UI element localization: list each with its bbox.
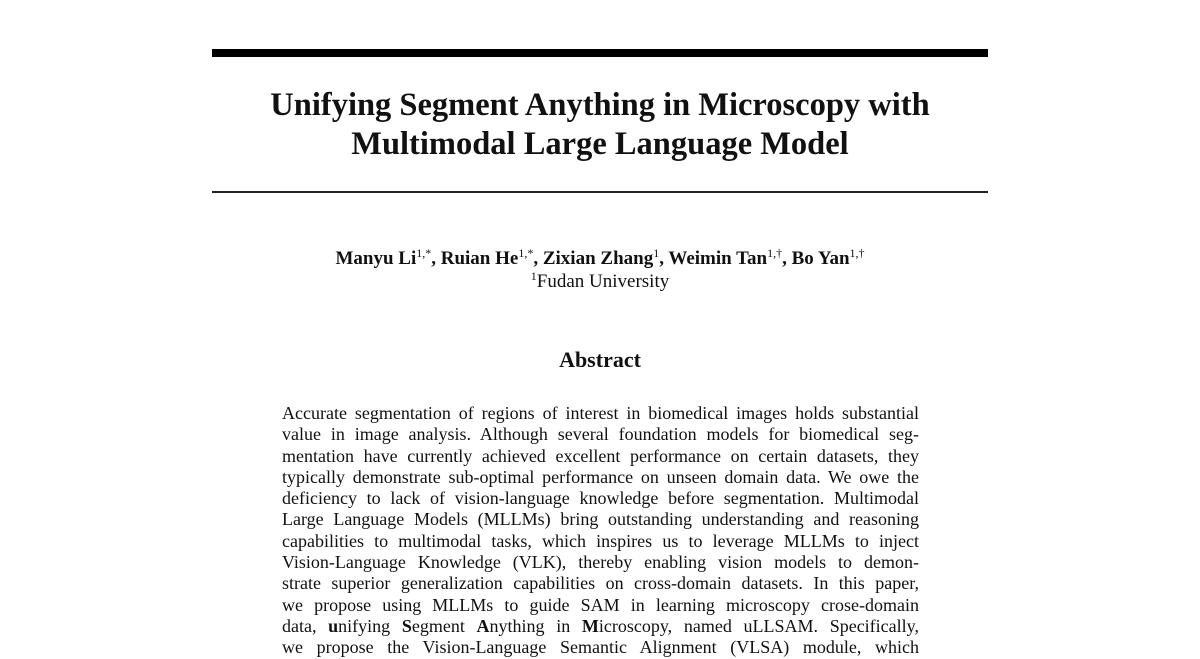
author-name: Zixian Zhang: [542, 248, 654, 269]
author-separator: ,: [659, 248, 669, 269]
author-marks: 1,*: [518, 246, 534, 260]
acronym-letter: M: [581, 615, 599, 636]
author-name: Bo Yan: [791, 248, 850, 269]
abstract-line: Large Language Models (MLLMs) bring outstanding understanding and reasoning: [282, 509, 919, 530]
line-text: data,: [282, 615, 329, 636]
paper-title-line-1: Unifying Segment Anything in Microscopy with: [270, 87, 930, 123]
acronym-letter: A: [476, 615, 490, 636]
abstract-body: [282, 403, 919, 659]
author-separator: ,: [431, 248, 441, 269]
author-name: Manyu Li: [335, 248, 417, 269]
abstract-line: Accurate segmentation of regions of interest in biomedical images holds substantial: [282, 403, 919, 423]
author-separator: ,: [782, 248, 792, 269]
abstract-line: deficiency to lack of vision-language knowledge before segmentation. Multimodal: [282, 488, 919, 509]
affiliation-name: Fudan University: [536, 271, 670, 292]
abstract-line: value in image analysis. Although several foundation models for biomedical seg-: [282, 424, 919, 445]
author-marks: 1,*: [416, 246, 432, 260]
abstract-line: we propose the Vision-Language Semantic Alignment (VLSA) module, which: [282, 637, 919, 658]
title-bottom-rule: [212, 191, 988, 193]
abstract-line: [282, 616, 919, 637]
abstract-line: mentation have currently achieved excellent performance on certain datasets, they: [282, 445, 919, 466]
abstract-heading: Abstract: [559, 347, 641, 372]
affiliation: [212, 270, 988, 295]
abstract-line: capabilities to multimodal tasks, which inspires us to leverage MLLMs to inject: [282, 530, 919, 551]
acronym-letter: S: [401, 615, 412, 636]
line-text: nifying: [338, 615, 402, 636]
line-text: icroscopy, named uLLSAM. Specifically,: [598, 615, 919, 636]
line-text: egment: [411, 615, 477, 636]
abstract-line: typically demonstrate sub-optimal performance on unseen domain data. We owe the: [282, 466, 919, 487]
author-marks: 1,†: [849, 246, 865, 260]
author-separator: ,: [533, 248, 543, 269]
abstract-line: Vision-Language Knowledge (VLK), thereby enabling vision models to demon-: [282, 552, 919, 573]
paper-title-line-2: Multimodal Large Language Model: [351, 126, 849, 162]
paper-title: [212, 86, 988, 164]
author-marks: 1: [653, 246, 660, 260]
author-list: [212, 247, 988, 272]
abstract-line: strate superior generalization capabilities on cross-domain datasets. In this paper,: [282, 573, 919, 594]
affiliation-mark: 1: [530, 269, 537, 283]
author-name: Weimin Tan: [668, 248, 768, 269]
author-marks: 1,†: [767, 246, 783, 260]
abstract-line: we propose using MLLMs to guide SAM in learning microscopy crose-domain: [282, 594, 919, 615]
line-text: nything in: [489, 615, 582, 636]
acronym-letter: u: [328, 615, 339, 636]
title-top-rule: [212, 49, 988, 57]
author-name: Ruian He: [440, 248, 519, 269]
